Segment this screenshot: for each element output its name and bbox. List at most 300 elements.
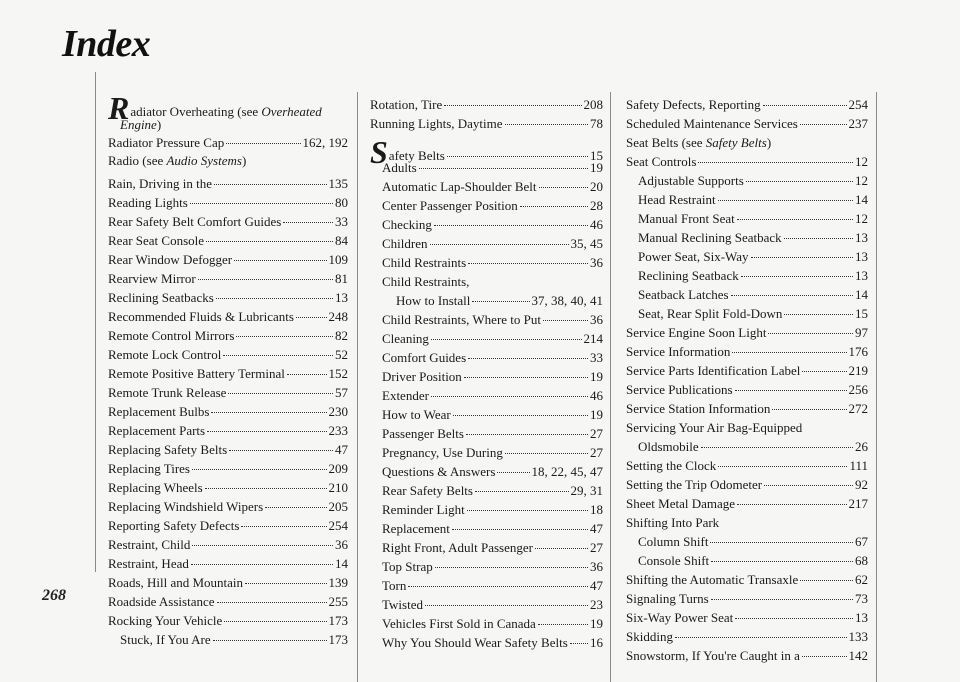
index-entry [626, 248, 868, 266]
index-entry [626, 419, 868, 437]
leader-dots [763, 105, 847, 106]
index-entry-label: Questions & Answers [382, 464, 496, 479]
leader-dots [802, 656, 847, 657]
index-entry [108, 612, 348, 630]
leader-dots [675, 637, 847, 638]
leader-dots [751, 257, 853, 258]
index-entry [370, 425, 603, 443]
index-entry-label: Snowstorm, If You're Caught in a [626, 648, 800, 663]
leader-dots [520, 206, 588, 207]
index-entry [626, 229, 868, 247]
index-entry [626, 533, 868, 551]
index-entry [370, 349, 603, 367]
leader-dots [434, 225, 588, 226]
index-entry-pages: 135 [328, 176, 348, 191]
index-entry [108, 555, 348, 573]
index-entry [370, 197, 603, 215]
index-entry-label: Radiator Pressure Cap [108, 135, 225, 150]
index-entry-pages: 256 [848, 382, 868, 397]
index-entry [108, 289, 348, 307]
leader-dots [214, 184, 327, 185]
page-number: 268 [42, 587, 66, 604]
index-entry-pages: 14 [335, 556, 348, 571]
index-entry [370, 235, 603, 253]
index-entry [370, 254, 603, 272]
index-entry-label: Service Engine Soon Light [626, 325, 767, 340]
index-entry [108, 327, 348, 345]
leader-dots [764, 485, 853, 486]
index-entry [370, 96, 603, 114]
index-entry [370, 292, 603, 310]
index-entry-label: Recommended Fluids & Lubricants [108, 309, 294, 324]
index-entry [370, 330, 603, 348]
leader-dots [447, 156, 588, 157]
index-entry [626, 305, 868, 323]
leader-dots [718, 466, 847, 467]
index-entry-pages: 214 [583, 331, 603, 346]
index-entry-pages: 52 [335, 347, 348, 362]
index-entry [626, 191, 868, 209]
index-entry-label: Remote Positive Battery Terminal [108, 366, 285, 381]
index-entry [626, 286, 868, 304]
index-entry [370, 216, 603, 234]
index-entry [370, 444, 603, 462]
leader-dots [737, 219, 853, 220]
leader-dots [772, 409, 846, 410]
index-entry-pages: 209 [328, 461, 348, 476]
leader-dots [245, 583, 326, 584]
leader-dots [468, 358, 588, 359]
index-entry [370, 273, 603, 291]
leader-dots [430, 244, 569, 245]
index-entry-label: Signaling Turns [626, 591, 709, 606]
index-entry-pages: 12 [855, 154, 868, 169]
index-entry-label: Seat Belts (see Safety Belts) [626, 135, 772, 150]
index-entry [626, 571, 868, 589]
leader-dots [539, 187, 588, 188]
leader-dots [205, 488, 327, 489]
index-entry-pages: 37, 38, 40, 41 [531, 293, 603, 308]
leader-dots [731, 295, 853, 296]
index-entry-label: Reminder Light [382, 502, 465, 517]
index-entry [370, 115, 603, 133]
leader-dots [505, 124, 588, 125]
index-entry [626, 362, 868, 380]
leader-dots [472, 301, 529, 302]
leader-dots [408, 586, 588, 587]
index-entry-label: Six-Way Power Seat [626, 610, 734, 625]
index-entry-label: Service Station Information [626, 401, 771, 416]
leader-dots [800, 580, 853, 581]
leader-dots [192, 469, 327, 470]
index-entry-label: Seatback Latches [638, 287, 729, 302]
index-entry-pages: 92 [855, 477, 868, 492]
index-entry-label: Oldsmobile [638, 439, 699, 454]
index-entry [108, 422, 348, 440]
index-entry-label: Extender [382, 388, 429, 403]
index-entry-pages: 36 [590, 312, 603, 327]
index-entry [626, 96, 868, 114]
index-entry-pages: 27 [590, 426, 603, 441]
index-entry-pages: 47 [335, 442, 348, 457]
index-entry-label: Manual Reclining Seatback [638, 230, 782, 245]
index-entry-pages: 111 [849, 458, 868, 473]
index-entry [108, 232, 348, 250]
index-entry-pages: 208 [583, 97, 603, 112]
index-entry [108, 460, 348, 478]
index-entry-pages: 46 [590, 217, 603, 232]
index-entry-pages: 26 [855, 439, 868, 454]
index-entry-pages: 14 [855, 192, 868, 207]
index-entry-pages: 19 [590, 160, 603, 175]
index-entry [626, 609, 868, 627]
leader-dots [234, 260, 326, 261]
leader-dots [452, 529, 588, 530]
index-entry-label: Console Shift [638, 553, 710, 568]
index-entry [108, 403, 348, 421]
index-entry-label: Rearview Mirror [108, 271, 196, 286]
index-entry [370, 482, 603, 500]
index-entry-label: Child Restraints, [382, 274, 470, 289]
index-entry-pages: 18 [590, 502, 603, 517]
leader-dots [711, 599, 853, 600]
index-entry [108, 498, 348, 516]
index-entry-label: Reclining Seatback [638, 268, 739, 283]
index-entry-label: Column Shift [638, 534, 709, 549]
index-entry-pages: 80 [335, 195, 348, 210]
index-entry-label: Setting the Clock [626, 458, 717, 473]
section-initial: S [370, 134, 388, 170]
index-entry-pages: 162, 192 [302, 135, 348, 150]
leader-dots [737, 504, 846, 505]
index-entry-pages: 16 [590, 635, 603, 650]
index-entry-pages: 36 [335, 537, 348, 552]
index-entry-pages: 27 [590, 540, 603, 555]
leader-dots [543, 320, 588, 321]
index-entry [108, 270, 348, 288]
index-entry-label: Pregnancy, Use During [382, 445, 503, 460]
index-entry-pages: 19 [590, 407, 603, 422]
index-entry-pages: 139 [328, 575, 348, 590]
index-entry [108, 116, 348, 134]
index-entry-label: Service Parts Identification Label [626, 363, 801, 378]
leader-dots [475, 491, 569, 492]
index-entry-pages: 67 [855, 534, 868, 549]
index-entry-label: Roads, Hill and Mountain [108, 575, 244, 590]
index-entry-label: Vehicles First Sold in Canada [382, 616, 536, 631]
index-entry-label: Cleaning [382, 331, 429, 346]
index-entry [108, 574, 348, 592]
leader-dots [735, 390, 847, 391]
index-entry-label: Top Strap [382, 559, 433, 574]
index-entry [108, 441, 348, 459]
index-entry [626, 495, 868, 513]
section-initial: R [108, 90, 130, 126]
index-entry [626, 115, 868, 133]
page-title: Index [62, 23, 151, 65]
leader-dots [732, 352, 846, 353]
index-entry [626, 172, 868, 190]
index-entry-label: Automatic Lap-Shoulder Belt [382, 179, 537, 194]
leader-dots [207, 431, 326, 432]
index-entry-label: Replacement [382, 521, 450, 536]
index-entry [370, 387, 603, 405]
index-entry [370, 539, 603, 557]
leader-dots [467, 510, 588, 511]
leader-dots [466, 434, 588, 435]
index-entry-label: Why You Should Wear Safety Belts [382, 635, 568, 650]
index-entry [108, 346, 348, 364]
index-entry-pages: 36 [590, 255, 603, 270]
index-entry-pages: 173 [328, 632, 348, 647]
index-entry-pages: 248 [328, 309, 348, 324]
index-entry [108, 536, 348, 554]
index-entry-label: Safety Defects, Reporting [626, 97, 761, 112]
index-entry [626, 647, 868, 665]
index-entry-label: Replacing Wheels [108, 480, 203, 495]
index-entry-label: Skidding [626, 629, 673, 644]
index-entry-label: Rear Seat Console [108, 233, 205, 248]
index-entry-pages: 13 [855, 230, 868, 245]
index-entry-label: Radiator Overheating (see Overheated [108, 90, 322, 126]
index-entry-pages: 27 [590, 445, 603, 460]
leader-dots [497, 472, 529, 473]
leader-dots [211, 412, 326, 413]
index-entry [626, 324, 868, 342]
index-entry-pages: 18, 22, 45, 47 [531, 464, 603, 479]
index-entry [626, 552, 868, 570]
index-entry [626, 267, 868, 285]
leader-dots [283, 222, 333, 223]
leader-dots [468, 263, 588, 264]
index-entry-label: Replacement Bulbs [108, 404, 210, 419]
index-entry-pages: 272 [848, 401, 868, 416]
index-entry-label: Setting the Trip Odometer [626, 477, 763, 492]
index-entry [108, 194, 348, 212]
leader-dots [444, 105, 581, 106]
index-entry-pages: 13 [855, 610, 868, 625]
index-entry-pages: 47 [590, 578, 603, 593]
leader-dots [718, 200, 853, 201]
column-divider [357, 92, 358, 682]
index-entry [370, 520, 603, 538]
index-entry-pages: 15 [590, 148, 603, 163]
index-entry-label: Comfort Guides [382, 350, 467, 365]
leader-dots [735, 618, 853, 619]
index-entry-pages: 15 [855, 306, 868, 321]
leader-dots [431, 396, 588, 397]
index-entry-pages: 33 [590, 350, 603, 365]
index-entry [626, 400, 868, 418]
leader-dots [265, 507, 326, 508]
index-entry-pages: 19 [590, 616, 603, 631]
index-entry-pages: 73 [855, 591, 868, 606]
leader-dots [741, 276, 853, 277]
index-entry [370, 311, 603, 329]
index-entry-pages: 210 [328, 480, 348, 495]
index-entry-label: Restraint, Head [108, 556, 189, 571]
index-entry-label: Replacing Windshield Wipers [108, 499, 264, 514]
index-entry-label: Rain, Driving in the [108, 176, 212, 191]
index-entry-label: Remote Control Mirrors [108, 328, 235, 343]
index-entry-pages: 254 [328, 518, 348, 533]
index-entry-label: Rear Safety Belt Comfort Guides [108, 214, 282, 229]
index-entry-label: Head Restraint [638, 192, 716, 207]
leader-dots [701, 447, 853, 448]
index-entry-pages: 233 [328, 423, 348, 438]
index-entry [626, 153, 868, 171]
index-entry-label: Service Publications [626, 382, 733, 397]
index-entry-label: Restraint, Child [108, 537, 191, 552]
index-entry-label: Torn [382, 578, 407, 593]
leader-dots [800, 124, 847, 125]
leader-dots [226, 143, 300, 144]
leader-dots [431, 339, 582, 340]
index-entry [626, 210, 868, 228]
index-entry [626, 590, 868, 608]
index-entry-pages: 12 [855, 173, 868, 188]
index-entry-pages: 68 [855, 553, 868, 568]
leader-dots [784, 314, 853, 315]
index-entry-pages: 14 [855, 287, 868, 302]
index-entry [108, 152, 348, 170]
index-entry-label: Children [382, 236, 428, 251]
index-entry-pages: 33 [335, 214, 348, 229]
index-entry [370, 596, 603, 614]
index-entry-label: Stuck, If You Are [120, 632, 211, 647]
leader-dots [768, 333, 853, 334]
index-entry-pages: 81 [335, 271, 348, 286]
index-entry [626, 134, 868, 152]
index-entry [626, 514, 868, 532]
index-entry-pages: 205 [328, 499, 348, 514]
index-entry [108, 308, 348, 326]
index-entry-pages: 13 [855, 268, 868, 283]
leader-dots [198, 279, 333, 280]
index-entry-label: Rear Safety Belts [382, 483, 473, 498]
leader-dots [236, 336, 333, 337]
index-entry-pages: 20 [590, 179, 603, 194]
index-entry [108, 365, 348, 383]
index-entry-pages: 35, 45 [570, 236, 603, 251]
index-entry [370, 558, 603, 576]
leader-dots [538, 624, 588, 625]
index-entry-label: Twisted [382, 597, 423, 612]
index-entry-label: Sheet Metal Damage [626, 496, 736, 511]
index-entry-pages: 19 [590, 369, 603, 384]
index-entry-pages: 176 [848, 344, 868, 359]
leader-dots [229, 450, 333, 451]
index-entry [626, 438, 868, 456]
index-entry [626, 343, 868, 361]
index-entry-pages: 78 [590, 116, 603, 131]
leader-dots [570, 643, 588, 644]
index-entry-label: Running Lights, Daytime [370, 116, 503, 131]
index-entry-pages: 142 [848, 648, 868, 663]
index-entry-pages: 230 [328, 404, 348, 419]
leader-dots [216, 298, 333, 299]
leader-dots [802, 371, 846, 372]
leader-dots [224, 621, 326, 622]
index-entry-label: Rocking Your Vehicle [108, 613, 223, 628]
index-entry-pages: 12 [855, 211, 868, 226]
leader-dots [464, 377, 588, 378]
index-entry-pages: 47 [590, 521, 603, 536]
index-entry-label: Reclining Seatbacks [108, 290, 214, 305]
column-divider [610, 92, 611, 682]
index-entry-label: Replacing Safety Belts [108, 442, 228, 457]
index-entry-pages: 109 [328, 252, 348, 267]
leader-dots [784, 238, 853, 239]
index-entry-label: Remote Lock Control [108, 347, 222, 362]
leader-dots [213, 640, 327, 641]
index-entry [370, 463, 603, 481]
margin-rule [95, 72, 96, 572]
index-entry-label: Driver Position [382, 369, 462, 384]
index-entry [108, 593, 348, 611]
index-entry-pages: 57 [335, 385, 348, 400]
index-entry [370, 634, 603, 652]
index-entry-label: Replacing Tires [108, 461, 190, 476]
index-entry-label: Remote Trunk Release [108, 385, 227, 400]
index-entry-label: Adjustable Supports [638, 173, 744, 188]
index-entry-label: How to Wear [382, 407, 451, 422]
index-entry [370, 406, 603, 424]
index-entry-label: Rotation, Tire [370, 97, 443, 112]
index-entry [626, 381, 868, 399]
index-entry-label: Checking [382, 217, 432, 232]
leader-dots [191, 564, 333, 565]
leader-dots [419, 168, 588, 169]
index-entry [370, 501, 603, 519]
index-entry-label: Servicing Your Air Bag-Equipped [626, 420, 803, 435]
index-entry-pages: 13 [855, 249, 868, 264]
leader-dots [206, 241, 333, 242]
index-entry [108, 479, 348, 497]
leader-dots [192, 545, 333, 546]
index-entry [108, 631, 348, 649]
index-entry-label: Adults [382, 160, 417, 175]
leader-dots [241, 526, 326, 527]
index-entry [108, 134, 348, 152]
leader-dots [425, 605, 588, 606]
index-entry-pages: 254 [848, 97, 868, 112]
index-entry [108, 517, 348, 535]
index-entry-pages: 36 [590, 559, 603, 574]
leader-dots [223, 355, 333, 356]
index-entry-label: Passenger Belts [382, 426, 464, 441]
index-entry-label: Child Restraints, Where to Put [382, 312, 541, 327]
leader-dots [287, 374, 327, 375]
index-entry-pages: 84 [335, 233, 348, 248]
leader-dots [746, 181, 853, 182]
leader-dots [535, 548, 588, 549]
leader-dots [698, 162, 853, 163]
index-entry-label: Service Information [626, 344, 731, 359]
index-entry-pages: 82 [335, 328, 348, 343]
index-entry [370, 178, 603, 196]
index-entry-label: Center Passenger Position [382, 198, 518, 213]
index-entry-label: Rear Window Defogger [108, 252, 233, 267]
index-entry-label: Seat, Rear Split Fold-Down [638, 306, 783, 321]
index-entry [370, 368, 603, 386]
index-entry [626, 476, 868, 494]
index-entry-pages: 62 [855, 572, 868, 587]
index-entry-label: How to Install [396, 293, 471, 308]
index-entry-label: Replacement Parts [108, 423, 206, 438]
index-entry-pages: 28 [590, 198, 603, 213]
leader-dots [505, 453, 588, 454]
